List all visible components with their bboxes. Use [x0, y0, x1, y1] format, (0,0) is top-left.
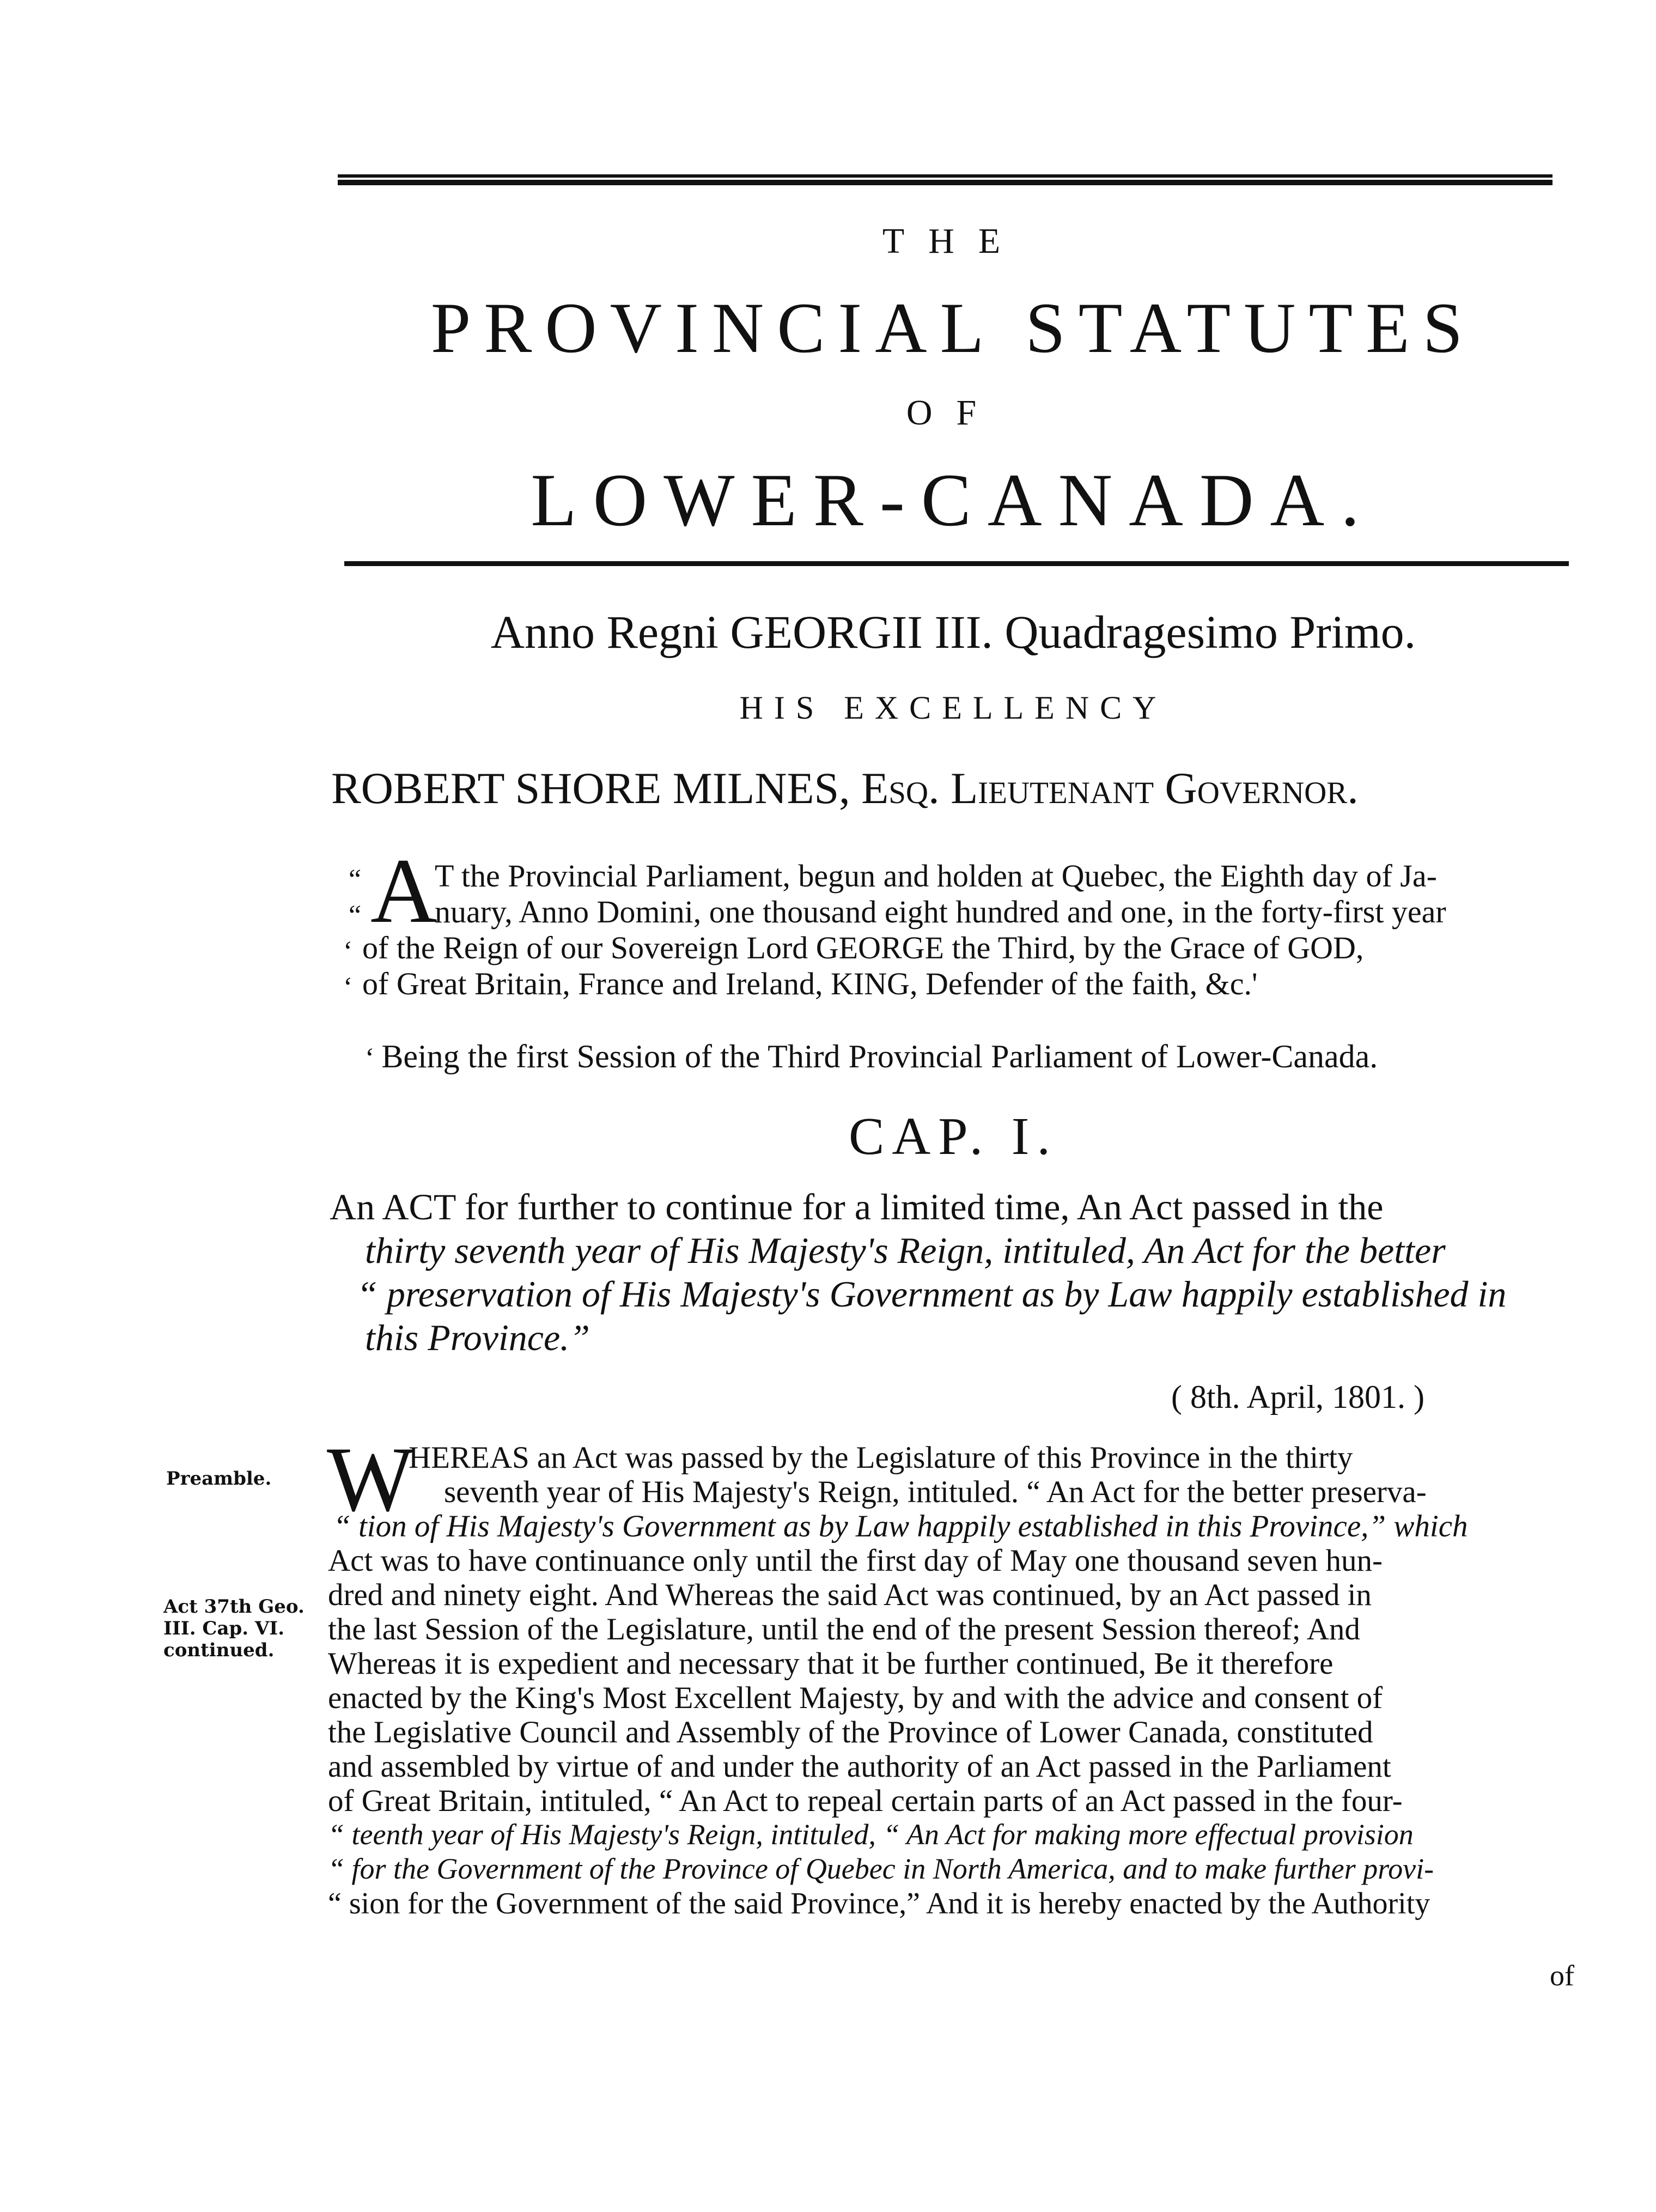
body-line-11: of Great Britain, intituled, “ An Act to repeal certain parts of an Act passed in the four- — [328, 1784, 1403, 1818]
act-title-line-4: this Province.” — [365, 1317, 590, 1358]
his-excellency: HIS EXCELLENCY — [739, 690, 1167, 726]
act-title-line-2: thirty seventh year of His Majesty's Reign, intituled, An Act for the better — [365, 1230, 1446, 1271]
governor-line — [331, 763, 1595, 814]
body-line-5: dred and ninety eight. And Whereas the said Act was continued, by an Act passed in — [328, 1578, 1372, 1612]
quote-marks-1: “ — [349, 864, 362, 895]
top-thick-rule — [338, 180, 1552, 185]
chapter-heading: CAP. I. — [849, 1107, 1058, 1166]
body-line-6: the last Session of the Legislature, until the end of the present Session thereof; And — [328, 1612, 1360, 1646]
title-place: LOWER-CANADA. — [531, 458, 1376, 542]
body-line-7: Whereas it is expedient and necessary that it be further continued, Be it therefore — [328, 1646, 1334, 1681]
body-line-10: and assembled by virtue of and under the authority of an Act passed in the Parliament — [328, 1749, 1391, 1784]
margin-note-act-2: III. Cap. VI. — [163, 1618, 285, 1639]
margin-note-act-1: Act 37th Geo. — [163, 1596, 305, 1618]
top-double-rule — [338, 174, 1552, 178]
act-date: ( 8th. April, 1801. ) — [1171, 1379, 1424, 1415]
dropcap-a: A — [370, 840, 437, 942]
quote-marks-2: “ — [349, 900, 362, 931]
margin-note-act-3: continued. — [163, 1639, 275, 1661]
opening-line-3: of the Reign of our Sovereign Lord GEORGE the Third, by the Grace of GOD, — [362, 930, 1364, 965]
governor-esq: Esq. — [861, 763, 940, 813]
session-line: ‘ Being the first Session of the Third Provincial Parliament of Lower-Canada. — [365, 1038, 1378, 1074]
anno-regni: Anno Regni GEORGII III. Quadragesimo Primo. — [490, 606, 1416, 658]
title-main: PROVINCIAL STATUTES — [430, 288, 1476, 368]
quote-marks-3: ‘ — [343, 936, 353, 967]
opening-line-4: of Great Britain, France and Ireland, KING, Defender of the faith, &c.' — [362, 966, 1258, 1001]
body-line-4: Act was to have continuance only until the first day of May one thousand seven hun- — [328, 1543, 1383, 1578]
dropcap-w: W — [327, 1428, 415, 1530]
opening-line-1: T the Provincial Parliament, begun and holden at Quebec, the Eighth day of Ja- — [435, 858, 1437, 894]
body-line-9: the Legislative Council and Assembly of the Province of Lower Canada, constituted — [328, 1715, 1373, 1749]
body-line-13: “ for the Government of the Province of Quebec in North America, and to make further provi- — [328, 1852, 1434, 1885]
governor-name: ROBERT SHORE MILNES, — [331, 763, 850, 813]
session-text: Being the first Session of the Third Provincial Parliament of Lower-Canada. — [381, 1038, 1378, 1074]
opening-line-2: nuary, Anno Domini, one thousand eight hundred and one, in the forty-first year — [435, 894, 1446, 929]
title-of: OF — [906, 393, 1001, 433]
margin-note-preamble: Preamble. — [166, 1468, 272, 1490]
body-line-8: enacted by the King's Most Excellent Majesty, by and with the advice and consent of — [328, 1681, 1383, 1715]
title-the: THE — [882, 221, 1025, 261]
act-title-line-1: An ACT for further to continue for a limited time, An Act passed in the — [330, 1186, 1384, 1227]
body-line-12: “ teenth year of His Majesty's Reign, intituled, “ An Act for making more effectual provision — [328, 1818, 1414, 1851]
catchword: of — [1550, 1959, 1574, 1992]
middle-rule — [344, 561, 1569, 566]
body-line-3: “ tion of His Majesty's Government as by Law happily established in this Province,” which — [333, 1509, 1468, 1543]
quote-marks-4: ‘ — [343, 972, 353, 1003]
body-line-14: “ sion for the Government of the said Province,” And it is hereby enacted by the Authority — [328, 1887, 1430, 1921]
act-title-line-3: “ preservation of His Majesty's Government as by Law happily established in — [357, 1273, 1507, 1315]
body-line-2: seventh year of His Majesty's Reign, intituled. “ An Act for the better preserva- — [444, 1475, 1427, 1509]
governor-title: Lieutenant Governor. — [951, 763, 1359, 813]
body-line-1: HEREAS an Act was passed by the Legislature of this Province in the thirty — [409, 1441, 1353, 1475]
